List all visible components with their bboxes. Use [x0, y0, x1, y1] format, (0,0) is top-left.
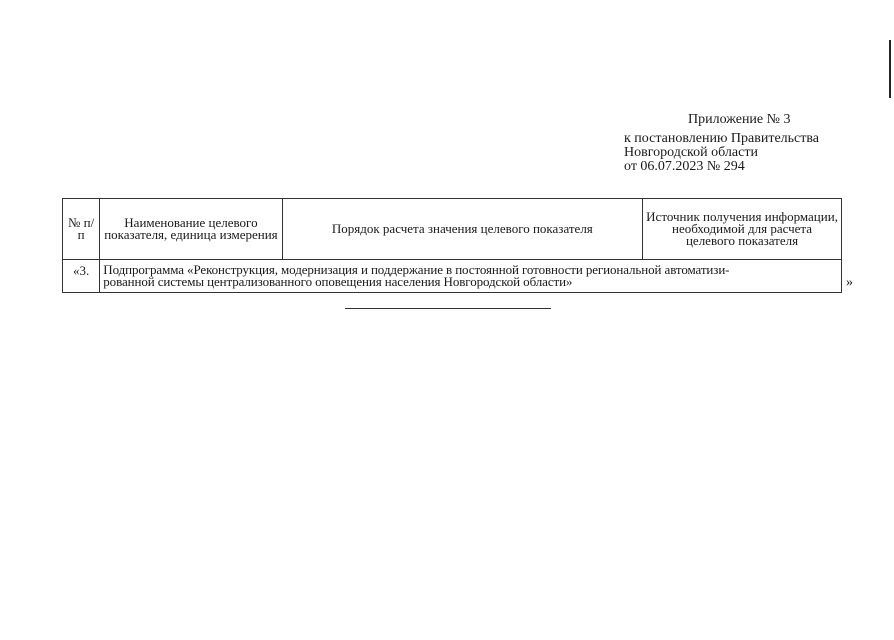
table-row: [63, 260, 842, 293]
page-edge-line: [889, 40, 891, 98]
end-divider: [345, 308, 551, 309]
column-header-indicator-name: Наименование целевого показателя, единица измерения: [100, 199, 282, 260]
column-header-number: № п/п: [63, 199, 100, 260]
subprogram-title: [100, 260, 842, 293]
appendix-ref-line: от 06.07.2023 № 294: [624, 159, 745, 174]
column-header-info-source: Источник получения информации, необходимой для расчета целевого показателя: [643, 199, 842, 260]
closing-quote: »: [846, 275, 853, 290]
appendix-title: Приложение № 3: [688, 112, 791, 127]
table-header-row: [63, 199, 842, 260]
appendix-ref-line: Новгородской области: [624, 145, 758, 160]
row-number: «3.: [63, 260, 100, 293]
subprogram-title-line: рованной системы централизованного оповещения населения Новгородской области»: [103, 274, 573, 289]
indicators-table: [62, 198, 842, 293]
appendix-ref-line: к постановлению Правительства: [624, 131, 820, 146]
subprogram-title-line: Подпрограмма «Реконструкция, модернизация и поддержание в постоянной готовности региональной автоматизи-: [103, 262, 730, 277]
appendix-reference: [624, 132, 819, 174]
column-header-calculation-method: Порядок расчета значения целевого показателя: [282, 199, 642, 260]
